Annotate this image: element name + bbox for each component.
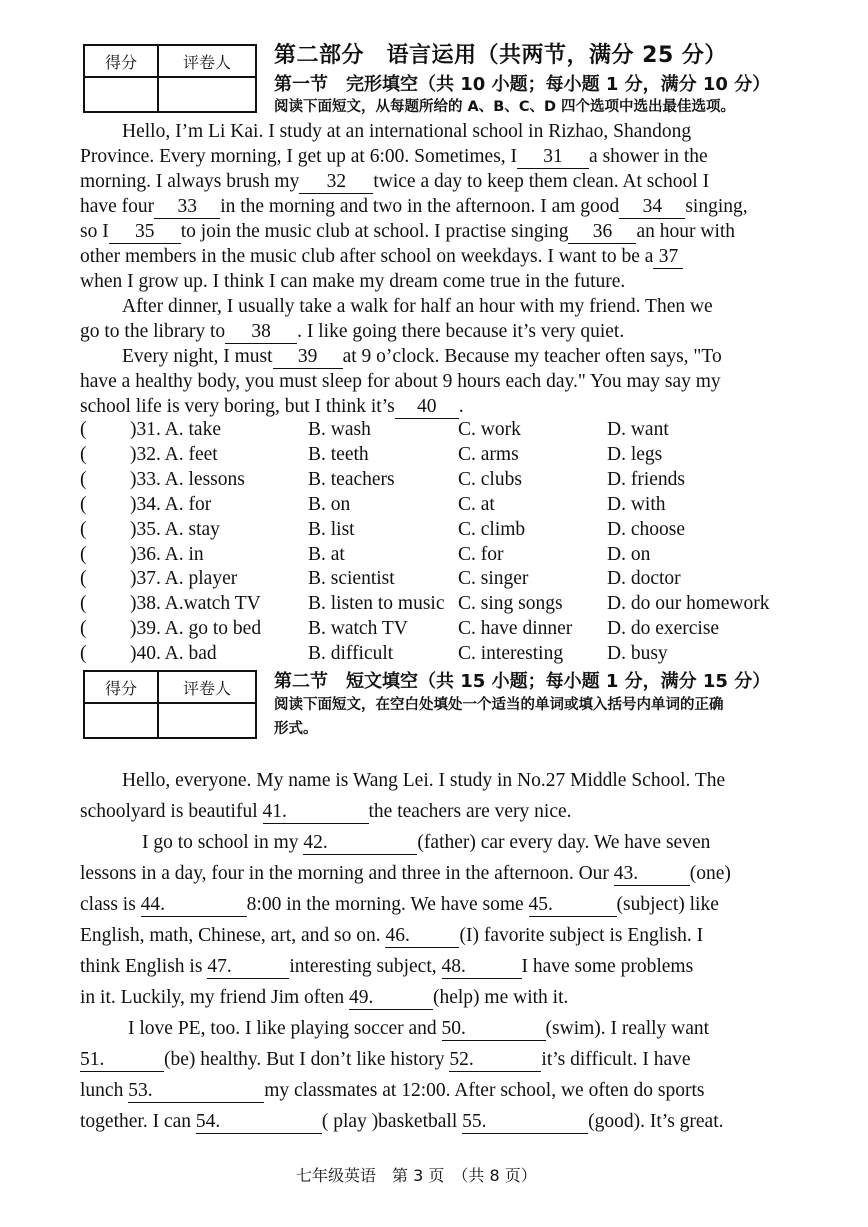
- passage-line: class is 44. 8:00 in the morning. We have some 45. (subject) like: [80, 894, 719, 915]
- passage-line: Every night, I must 39 at 9 o’clock. Because my teacher often says, "To: [122, 346, 722, 367]
- section2-instruction: 阅读下面短文，在空白处填处一个适当的单词或填入括号内单词的正确: [274, 697, 724, 713]
- passage-line: schoolyard is beautiful 41. the teachers are very nice.: [80, 801, 572, 822]
- question-option-a: )39. A. go to bed: [130, 618, 262, 639]
- answer-paren[interactable]: (: [80, 593, 87, 614]
- blank-32[interactable]: 32: [299, 171, 373, 194]
- passage-line: together. I can 54. ( play )basketball 55. (good). It’s great.: [80, 1111, 724, 1132]
- score-header: 得分: [84, 671, 158, 703]
- section2-instruction: 形式。: [274, 721, 318, 737]
- answer-paren[interactable]: (: [80, 643, 87, 664]
- question-option-c: C. singer: [458, 568, 529, 589]
- passage-line: Hello, I’m Li Kai. I study at an international school in Rizhao, Shandong: [122, 121, 692, 142]
- question-option-b: B. watch TV: [308, 618, 408, 639]
- blank-46[interactable]: 46.: [385, 925, 459, 948]
- passage-line: Hello, everyone. My name is Wang Lei. I study in No.27 Middle School. The: [122, 770, 726, 791]
- blank-55[interactable]: 55.: [462, 1111, 588, 1134]
- blank-38[interactable]: 38: [225, 321, 297, 344]
- passage-line: other members in the music club after school on weekdays. I want to be a 37: [80, 244, 683, 269]
- question-option-b: B. listen to music: [308, 593, 445, 614]
- blank-47[interactable]: 47.: [207, 956, 289, 979]
- score-table-1: [83, 44, 257, 113]
- question-option-a: )37. A. player: [130, 568, 238, 589]
- passage-line: when I grow up. I think I can make my dream come true in the future.: [80, 271, 626, 292]
- grader-header: 评卷人: [158, 671, 256, 703]
- blank-44[interactable]: 44.: [141, 894, 247, 917]
- blank-39[interactable]: 39: [273, 346, 343, 369]
- blank-50[interactable]: 50.: [442, 1018, 546, 1041]
- blank-33[interactable]: 33: [154, 196, 220, 219]
- question-option-a: )34. A. for: [130, 494, 212, 515]
- passage-line: 51. (be) healthy. But I don’t like history 52. it’s difficult. I have: [80, 1049, 691, 1070]
- question-option-b: B. list: [308, 519, 355, 540]
- answer-paren[interactable]: (: [80, 519, 87, 540]
- question-option-c: C. have dinner: [458, 618, 573, 639]
- passage-line: school life is very boring, but I think it’s 40 .: [80, 396, 464, 417]
- question-option-a: )36. A. in: [130, 544, 204, 565]
- grader-header: 评卷人: [158, 45, 256, 77]
- passage-line: After dinner, I usually take a walk for half an hour with my friend. Then we: [122, 296, 713, 317]
- question-option-c: C. interesting: [458, 643, 564, 664]
- answer-paren[interactable]: (: [80, 568, 87, 589]
- question-option-b: B. scientist: [308, 568, 395, 589]
- passage-line: think English is 47. interesting subject, 48. I have some problems: [80, 956, 694, 977]
- part-title: 第二部分 语言运用（共两节，满分 25 分）: [274, 43, 727, 68]
- question-option-a: )35. A. stay: [130, 519, 220, 540]
- question-option-d: D. on: [607, 544, 651, 565]
- answer-paren[interactable]: (: [80, 469, 87, 490]
- section2-title: 第二节 短文填空（共 15 小题；每小题 1 分，满分 15 分）: [274, 671, 771, 692]
- question-option-c: C. sing songs: [458, 593, 563, 614]
- question-option-d: D. doctor: [607, 568, 681, 589]
- grader-cell[interactable]: [158, 77, 256, 112]
- blank-48[interactable]: 48.: [442, 956, 522, 979]
- question-option-d: D. legs: [607, 444, 663, 465]
- blank-53[interactable]: 53.: [128, 1080, 264, 1103]
- answer-paren[interactable]: (: [80, 419, 87, 440]
- question-option-c: C. for: [458, 544, 504, 565]
- score-header: 得分: [84, 45, 158, 77]
- question-option-a: )40. A. bad: [130, 643, 217, 664]
- answer-paren[interactable]: (: [80, 494, 87, 515]
- passage-line: I go to school in my 42. (father) car every day. We have seven: [142, 832, 711, 853]
- passage-line: have four 33 in the morning and two in the afternoon. I am good 34 singing,: [80, 196, 748, 217]
- answer-paren[interactable]: (: [80, 618, 87, 639]
- answer-paren[interactable]: (: [80, 444, 87, 465]
- blank-34[interactable]: 34: [619, 196, 685, 219]
- passage-line: morning. I always brush my 32 twice a day to keep them clean. At school I: [80, 171, 710, 192]
- score-table-2: [83, 670, 257, 739]
- blank-45[interactable]: 45.: [529, 894, 617, 917]
- question-option-d: D. friends: [607, 469, 685, 490]
- question-option-b: B. teeth: [308, 444, 369, 465]
- question-option-b: B. wash: [308, 419, 371, 440]
- page-footer: 七年级英语 第 3 页 （共 8 页）: [296, 1166, 537, 1185]
- grader-cell[interactable]: [158, 703, 256, 738]
- blank-37[interactable]: 37: [653, 246, 683, 269]
- question-option-c: C. clubs: [458, 469, 522, 490]
- passage-line: Province. Every morning, I get up at 6:00. Sometimes, I 31 a shower in the: [80, 146, 708, 167]
- question-option-c: C. work: [458, 419, 521, 440]
- blank-43[interactable]: 43.: [614, 863, 690, 886]
- passage-line: so I 35 to join the music club at school. I practise singing 36 an hour with: [80, 221, 736, 242]
- blank-49[interactable]: 49.: [349, 987, 433, 1010]
- question-option-b: B. on: [308, 494, 351, 515]
- question-option-a: )31. A. take: [130, 419, 221, 440]
- question-option-d: D. do our homework: [607, 593, 770, 614]
- blank-36[interactable]: 36: [568, 221, 636, 244]
- passage-line: lunch 53. my classmates at 12:00. After school, we often do sports: [80, 1080, 705, 1101]
- passage-line: have a healthy body, you must sleep for about 9 hours each day." You may say my: [80, 371, 721, 392]
- question-option-b: B. at: [308, 544, 345, 565]
- blank-31[interactable]: 31: [517, 146, 589, 169]
- question-option-d: D. busy: [607, 643, 668, 664]
- question-option-d: D. with: [607, 494, 666, 515]
- blank-40[interactable]: 40: [395, 396, 459, 419]
- passage-line: go to the library to 38 . I like going there because it’s very quiet.: [80, 321, 625, 342]
- passage-line: I love PE, too. I like playing soccer and 50. (swim). I really want: [128, 1018, 710, 1039]
- question-option-a: )38. A.watch TV: [130, 593, 261, 614]
- question-option-c: C. arms: [458, 444, 519, 465]
- blank-35[interactable]: 35: [109, 221, 181, 244]
- blank-52[interactable]: 52.: [449, 1049, 541, 1072]
- score-cell[interactable]: [84, 77, 158, 112]
- question-option-d: D. choose: [607, 519, 685, 540]
- question-option-c: C. at: [458, 494, 495, 515]
- passage-line: lessons in a day, four in the morning and three in the afternoon. Our 43. (one): [80, 863, 731, 884]
- question-option-c: C. climb: [458, 519, 526, 540]
- question-option-d: D. want: [607, 419, 669, 440]
- answer-paren[interactable]: (: [80, 544, 87, 565]
- question-option-b: B. teachers: [308, 469, 395, 490]
- question-option-a: )32. A. feet: [130, 444, 218, 465]
- blank-42[interactable]: 42.: [303, 832, 417, 855]
- section1-instruction: 阅读下面短文，从每题所给的 A、B、C、D 四个选项中选出最佳选项。: [274, 99, 736, 115]
- passage-line: in it. Luckily, my friend Jim often 49. (help) me with it.: [80, 987, 569, 1008]
- blank-54[interactable]: 54.: [196, 1111, 322, 1134]
- question-option-d: D. do exercise: [607, 618, 720, 639]
- question-option-b: B. difficult: [308, 643, 394, 664]
- question-option-a: )33. A. lessons: [130, 469, 245, 490]
- passage-line: English, math, Chinese, art, and so on. 46. (I) favorite subject is English. I: [80, 925, 704, 946]
- section1-title: 第一节 完形填空（共 10 小题；每小题 1 分，满分 10 分）: [274, 74, 771, 95]
- blank-51[interactable]: 51.: [80, 1049, 164, 1072]
- blank-41[interactable]: 41.: [263, 801, 369, 824]
- score-cell[interactable]: [84, 703, 158, 738]
